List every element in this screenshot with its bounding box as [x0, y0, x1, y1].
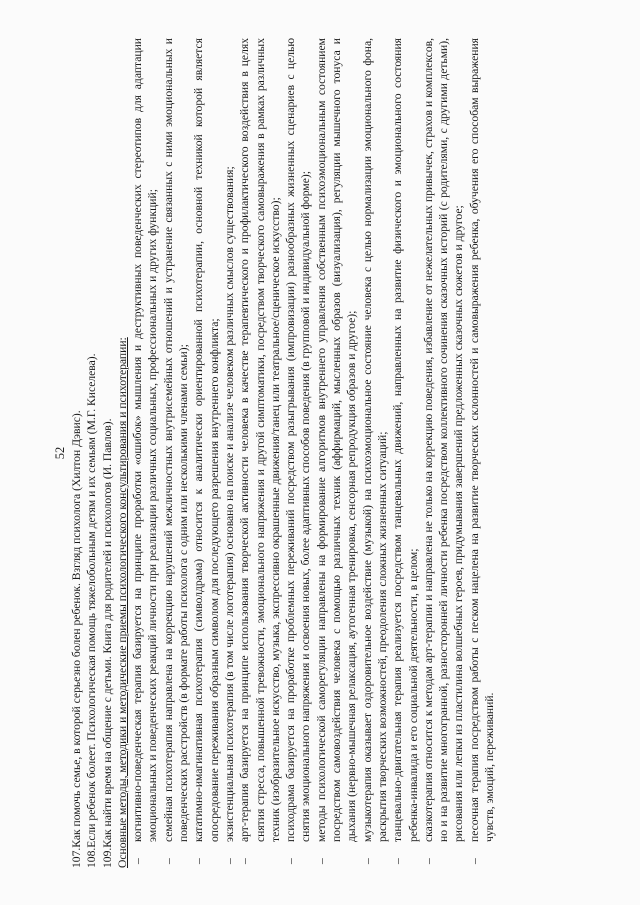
list-item: [360, 38, 391, 868]
rotated-text-block: [52, 38, 532, 868]
reference-item: 108.Если ребенок болеет. Психологическая помощь тяжелобольным детям и их семьям (М.Г. Киселева).: [85, 353, 99, 868]
list-item-text: когнитивно-поведенческая терапия базируется на принципе проработки «ошибок» мышления и деструктивных поведенческих стереотипов для адаптации эмоциональных и поведенческих реакций личности при реализации различных социальных, профессиональных и других функций;: [131, 38, 160, 842]
bullet-dash: –: [467, 858, 481, 864]
bullet-dash: –: [314, 858, 328, 864]
bullet-dash: –: [222, 858, 236, 864]
bullet-dash: –: [192, 858, 206, 864]
bullet-dash: –: [131, 858, 145, 864]
bullet-dash: –: [284, 858, 298, 864]
list-item: [237, 38, 283, 868]
list-item: [161, 38, 192, 868]
bullet-dash: –: [391, 858, 405, 864]
list-item: [421, 38, 467, 868]
list-item: [222, 38, 237, 868]
bullet-dash: –: [421, 858, 435, 864]
list-item: [130, 38, 161, 868]
list-item-text: песочная терапия посредством работы с песком нацелена на развитие творческих склонностей и самовыражения ребенка, обучения его способам выражения чувств, эмоций, переживаний.: [467, 38, 497, 842]
section-heading: Основные методы, методики и методические приемы психологического консультирования и психотерапии:: [115, 337, 129, 868]
methods-list: [130, 38, 497, 868]
list-item-text: сказкотерапия относится к методам арт-терапии и направлена не только на коррекцию поведения, избавление от нежелательных привычек, страхов и комплексов, но и на развитие многогранной, разносторонней личности ребенка посредством коллективного сочинения сказочных историй (с родителями, с другими детьми), рисования или лепки из пластилина волшебных героев, придумывания завершений предложенных сказочных сюжетов и другое;: [421, 38, 466, 842]
list-item: [390, 38, 421, 868]
reference-list: [69, 38, 497, 868]
bullet-dash: –: [161, 858, 175, 864]
reference-item: 109.Как найти время на общение с детьми. Книга для родителей и психологов (И. Павлов).: [100, 418, 114, 868]
list-item-text: психодрама базируется на проработке проблемных переживаний посредством разыгрывания (импровизации) разнообразных жизненных сценариев с целью снятия эмоционального напряжения и освоения новых, более адаптивных способов поведения (в групповой и индивидуальной форме);: [284, 38, 313, 842]
list-item-text: танцевально-двигательная терапия реализуется посредством танцевальных движений, направленных на развитие физического и эмоционального состояния ребенка-инвалида и его социальной деятельности, в целом;: [391, 38, 420, 842]
list-item-text: семейная психотерапия направлена на коррекцию нарушений межличностных внутрисемейных отношений и устранение связанных с ними эмоциональных и поведенческих расстройств (в формате работы психолога с одним или несколькими членами семьи);: [161, 38, 191, 842]
bullet-dash: –: [238, 858, 252, 864]
list-item-text: экзистенциальная психотерапия (в том числе логотерапия) основано на поиске и анализе человеком различных смыслов существования;: [222, 166, 236, 842]
list-item-text: кататимно-имагинативная психотерапия (символдрама) относится к аналитически ориентированной психотерапии, основной техникой которой является опосредование переживания образным символом для последующего разрешения внутреннего конфликта;: [192, 38, 221, 842]
bullet-dash: –: [360, 858, 374, 864]
list-item-text: музыкотерапия оказывает оздоровительное воздействие (музыкой) на психоэмоциональное состояние человека с целью нормализации эмоционального фона, раскрытия творческих возможностей, преодоления сложных жизненных ситуаций;: [360, 38, 389, 842]
list-item: [467, 38, 498, 868]
list-item-text: арт-терапия базируется на принципе использования творческой активности человека в качестве терапевтического и профилактического воздействия в целях снятия стресса, повышенной тревожности, эмоционального напряжения и другой симптоматики, посредством творческого самовыражения в рамках различных техник (изобразительное искусство, музыка, экспрессивно окрашенные движения/танец или театральное/сценическое искусство);: [238, 38, 282, 842]
list-item: [191, 38, 222, 868]
page-number: 52: [53, 446, 67, 460]
list-item: [283, 38, 314, 868]
reference-item: 107.Как помочь семье, в которой серьезно болен ребенок. Взгляд психолога (Хилтон Дэвис).: [70, 410, 83, 868]
list-item: [314, 38, 360, 868]
list-item-text: методы психологической саморегуляции направлены на формирование алгоритмов внутреннего управления собственным психоэмоциональным состоянием посредством самовоздействия человека с помощью различных техник (аффирмаций, мысленных образов (визуализация), регуляции мышечного тонуса и дыхания (нервно-мышечная релаксация, аутогенная тренировка, сенсорная репродукция образов и другое);: [314, 38, 359, 842]
